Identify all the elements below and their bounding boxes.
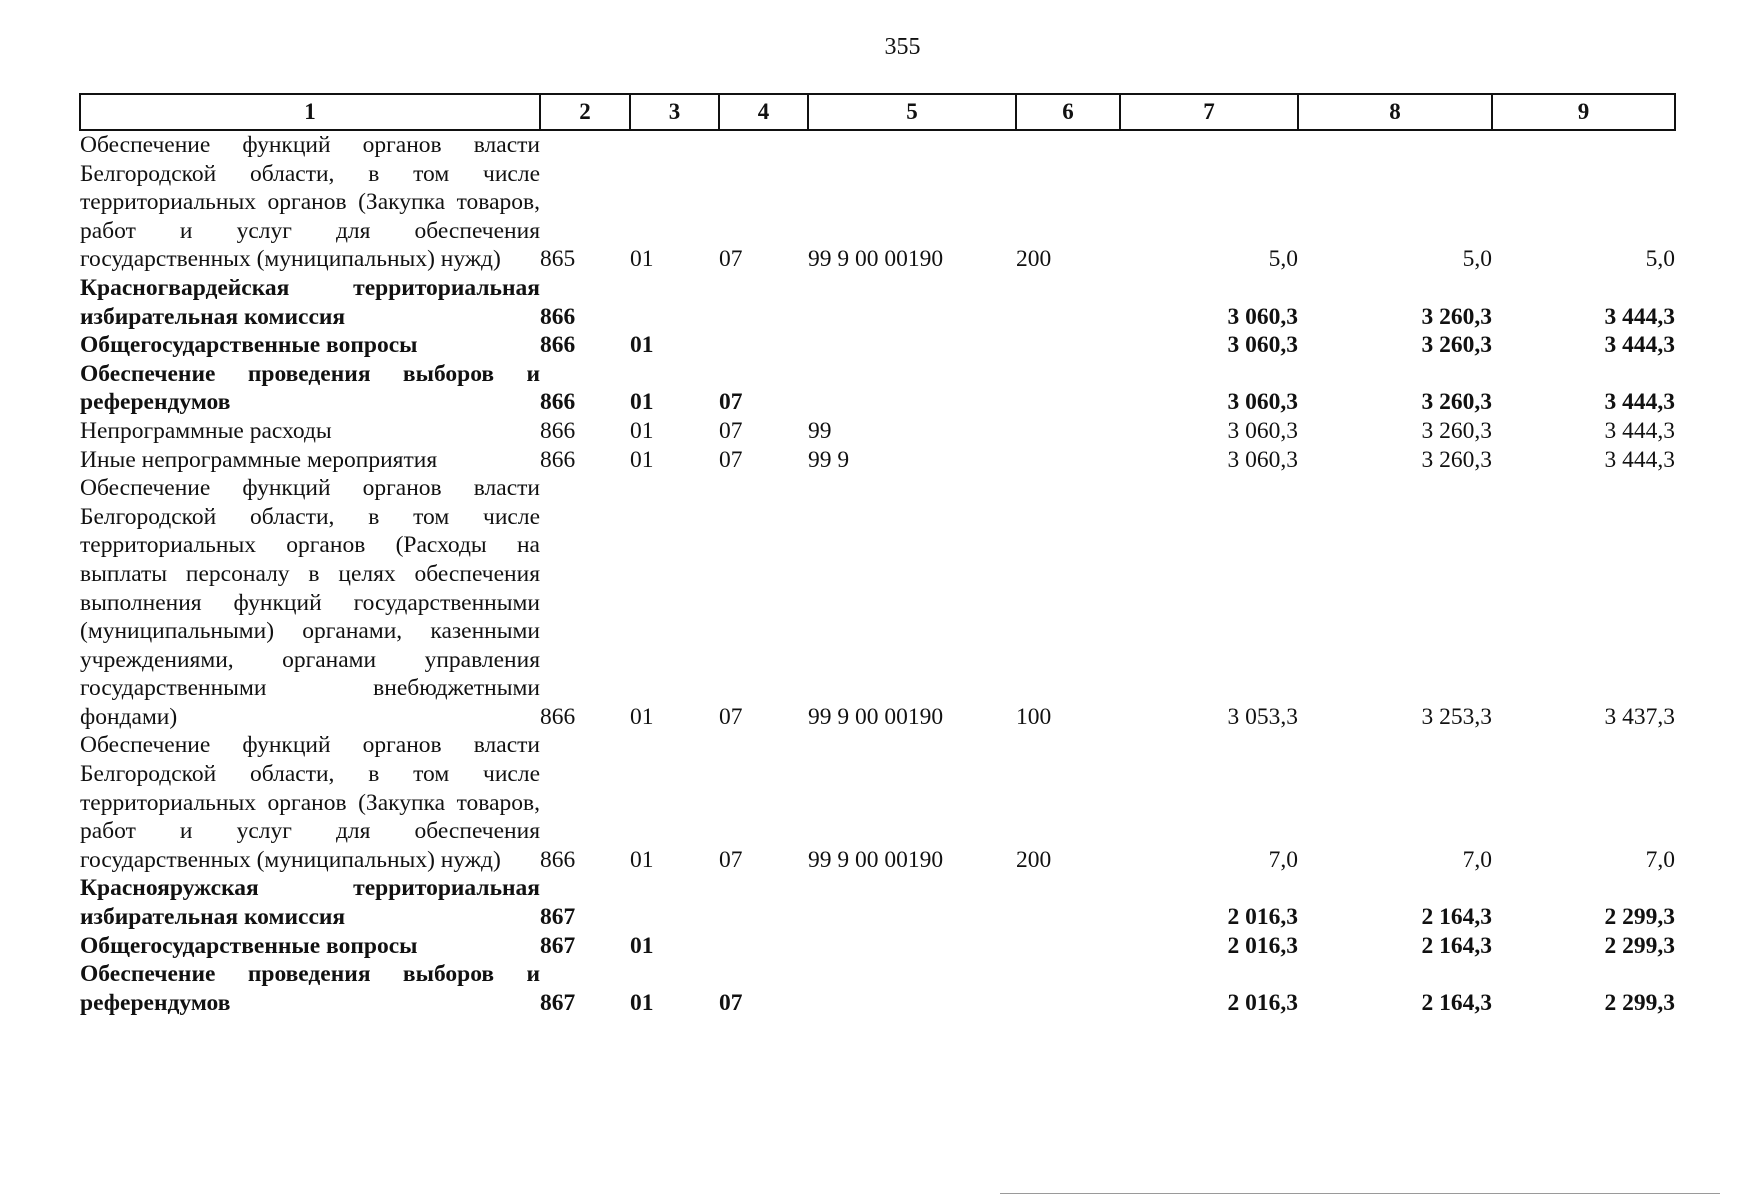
row-subsection: 07 bbox=[719, 703, 743, 730]
row-description: Непрограммные расходы bbox=[80, 417, 332, 444]
table-row bbox=[80, 474, 1675, 731]
row-subsection: 07 bbox=[719, 246, 743, 273]
budget-table bbox=[79, 93, 1676, 1017]
row-subsection: 07 bbox=[719, 846, 743, 873]
header-col-5: 5 bbox=[808, 94, 1016, 130]
row-admin-code: 866 bbox=[540, 846, 576, 873]
row-section: 01 bbox=[630, 703, 654, 730]
row-amount-year-1: 2 016,3 bbox=[1227, 989, 1298, 1016]
bottom-scan-line bbox=[1000, 1193, 1720, 1194]
row-amount-year-2: 3 260,3 bbox=[1421, 303, 1492, 330]
row-target-article: 99 9 00 00190 bbox=[808, 246, 944, 273]
row-subsection: 07 bbox=[719, 989, 743, 1016]
table-row bbox=[80, 417, 1675, 446]
row-expense-type bbox=[1016, 874, 1120, 931]
row-description: Обеспечение функций органов власти Белгородской области, в том числе территориальных органов (Расходы на выплаты персоналу в целях обеспечения выполнения функций государственными (муниципальными) органами, казенными учреждениями, органами управления государственными внебюджетными фондами) bbox=[80, 475, 540, 730]
row-amount-year-2: 2 164,3 bbox=[1421, 904, 1492, 931]
row-subsection bbox=[719, 274, 808, 331]
row-admin-code: 867 bbox=[540, 904, 576, 931]
row-amount-year-1: 3 060,3 bbox=[1227, 446, 1298, 473]
row-amount-year-1: 3 060,3 bbox=[1227, 389, 1298, 416]
row-amount-year-3: 3 444,3 bbox=[1604, 332, 1675, 359]
row-description: Обеспечение функций органов власти Белгородской области, в том числе территориальных органов (Закупка товаров, работ и услуг для обеспечения государственных (муниципальных) нужд) bbox=[80, 732, 540, 873]
row-admin-code: 866 bbox=[540, 703, 576, 730]
row-amount-year-3: 2 299,3 bbox=[1604, 904, 1675, 931]
row-expense-type: 100 bbox=[1016, 703, 1052, 730]
header-col-3: 3 bbox=[630, 94, 719, 130]
page-number: 355 bbox=[884, 34, 921, 60]
row-section: 01 bbox=[630, 389, 654, 416]
table-row bbox=[80, 360, 1675, 417]
row-section: 01 bbox=[630, 446, 654, 473]
row-description: Краснояружская территориальная избирательная комиссия bbox=[80, 875, 540, 931]
row-amount-year-2: 3 260,3 bbox=[1421, 332, 1492, 359]
row-description: Красногвардейская территориальная избирательная комиссия bbox=[80, 274, 540, 330]
row-subsection bbox=[719, 874, 808, 931]
row-description: Общегосударственные вопросы bbox=[80, 932, 418, 959]
row-admin-code: 865 bbox=[540, 246, 576, 273]
row-amount-year-1: 3 053,3 bbox=[1227, 703, 1298, 730]
table-row bbox=[80, 932, 1675, 961]
header-col-6: 6 bbox=[1016, 94, 1120, 130]
row-amount-year-3: 7,0 bbox=[1645, 846, 1675, 873]
header-col-4: 4 bbox=[719, 94, 808, 130]
table-header-row bbox=[80, 94, 1675, 130]
row-amount-year-1: 2 016,3 bbox=[1227, 932, 1298, 959]
row-amount-year-3: 3 444,3 bbox=[1604, 417, 1675, 444]
header-col-2: 2 bbox=[540, 94, 630, 130]
row-admin-code: 866 bbox=[540, 446, 576, 473]
row-expense-type bbox=[1016, 274, 1120, 331]
header-col-8: 8 bbox=[1298, 94, 1492, 130]
row-section: 01 bbox=[630, 246, 654, 273]
row-expense-type bbox=[1016, 360, 1120, 417]
row-admin-code: 867 bbox=[540, 989, 576, 1016]
row-amount-year-2: 5,0 bbox=[1462, 246, 1492, 273]
row-section: 01 bbox=[630, 332, 654, 359]
row-target-article bbox=[808, 274, 1016, 331]
row-target-article bbox=[808, 874, 1016, 931]
row-amount-year-1: 7,0 bbox=[1268, 846, 1298, 873]
row-section: 01 bbox=[630, 989, 654, 1016]
row-amount-year-1: 3 060,3 bbox=[1227, 303, 1298, 330]
row-section: 01 bbox=[630, 932, 654, 959]
table-row bbox=[80, 874, 1675, 931]
row-expense-type bbox=[1016, 331, 1120, 360]
row-amount-year-3: 2 299,3 bbox=[1604, 989, 1675, 1016]
row-amount-year-1: 3 060,3 bbox=[1227, 417, 1298, 444]
row-expense-type bbox=[1016, 446, 1120, 475]
table-row bbox=[80, 446, 1675, 475]
table-row bbox=[80, 731, 1675, 874]
row-target-article: 99 9 00 00190 bbox=[808, 846, 944, 873]
row-amount-year-2: 3 260,3 bbox=[1421, 417, 1492, 444]
row-amount-year-1: 2 016,3 bbox=[1227, 904, 1298, 931]
row-amount-year-3: 5,0 bbox=[1645, 246, 1675, 273]
row-amount-year-1: 3 060,3 bbox=[1227, 332, 1298, 359]
row-subsection bbox=[719, 331, 808, 360]
row-description: Общегосударственные вопросы bbox=[80, 332, 418, 359]
row-admin-code: 867 bbox=[540, 932, 576, 959]
row-amount-year-3: 2 299,3 bbox=[1604, 932, 1675, 959]
row-amount-year-3: 3 444,3 bbox=[1604, 446, 1675, 473]
row-description: Обеспечение проведения выборов и референдумов bbox=[80, 961, 540, 1016]
budget-table-container bbox=[79, 93, 1674, 1017]
table-row bbox=[80, 274, 1675, 331]
row-amount-year-2: 3 253,3 bbox=[1421, 703, 1492, 730]
row-target-article: 99 bbox=[808, 417, 832, 444]
row-expense-type: 200 bbox=[1016, 246, 1052, 273]
row-target-article bbox=[808, 331, 1016, 360]
row-target-article bbox=[808, 932, 1016, 961]
header-col-9: 9 bbox=[1492, 94, 1675, 130]
row-description: Обеспечение проведения выборов и референдумов bbox=[80, 360, 540, 416]
row-amount-year-2: 7,0 bbox=[1462, 846, 1492, 873]
row-amount-year-3: 3 444,3 bbox=[1604, 303, 1675, 330]
row-admin-code: 866 bbox=[540, 417, 576, 444]
row-amount-year-2: 3 260,3 bbox=[1421, 389, 1492, 416]
row-amount-year-3: 3 437,3 bbox=[1604, 703, 1675, 730]
row-expense-type: 200 bbox=[1016, 846, 1052, 873]
table-row bbox=[80, 331, 1675, 360]
row-amount-year-2: 3 260,3 bbox=[1421, 446, 1492, 473]
row-admin-code: 866 bbox=[540, 332, 576, 359]
row-expense-type bbox=[1016, 417, 1120, 446]
row-section bbox=[630, 274, 719, 331]
row-amount-year-1: 5,0 bbox=[1268, 246, 1298, 273]
row-section bbox=[630, 874, 719, 931]
table-row bbox=[80, 130, 1675, 274]
row-expense-type bbox=[1016, 932, 1120, 961]
header-col-1: 1 bbox=[80, 94, 540, 130]
row-target-article: 99 9 bbox=[808, 446, 850, 473]
table-row bbox=[80, 960, 1675, 1017]
row-expense-type bbox=[1016, 960, 1120, 1017]
row-description: Обеспечение функций органов власти Белгородской области, в том числе территориальных органов (Закупка товаров, работ и услуг для обеспечения государственных (муниципальных) нужд) bbox=[80, 132, 540, 273]
row-amount-year-3: 3 444,3 bbox=[1604, 389, 1675, 416]
row-subsection bbox=[719, 932, 808, 961]
row-amount-year-2: 2 164,3 bbox=[1421, 932, 1492, 959]
table-body bbox=[80, 130, 1675, 1017]
row-target-article bbox=[808, 360, 1016, 417]
row-amount-year-2: 2 164,3 bbox=[1421, 989, 1492, 1016]
row-admin-code: 866 bbox=[540, 389, 576, 416]
row-subsection: 07 bbox=[719, 389, 743, 416]
row-subsection: 07 bbox=[719, 446, 743, 473]
row-section: 01 bbox=[630, 846, 654, 873]
row-target-article bbox=[808, 960, 1016, 1017]
header-col-7: 7 bbox=[1120, 94, 1298, 130]
row-description: Иные непрограммные мероприятия bbox=[80, 446, 438, 473]
row-target-article: 99 9 00 00190 bbox=[808, 703, 944, 730]
row-section: 01 bbox=[630, 417, 654, 444]
row-subsection: 07 bbox=[719, 417, 743, 444]
row-admin-code: 866 bbox=[540, 303, 576, 330]
